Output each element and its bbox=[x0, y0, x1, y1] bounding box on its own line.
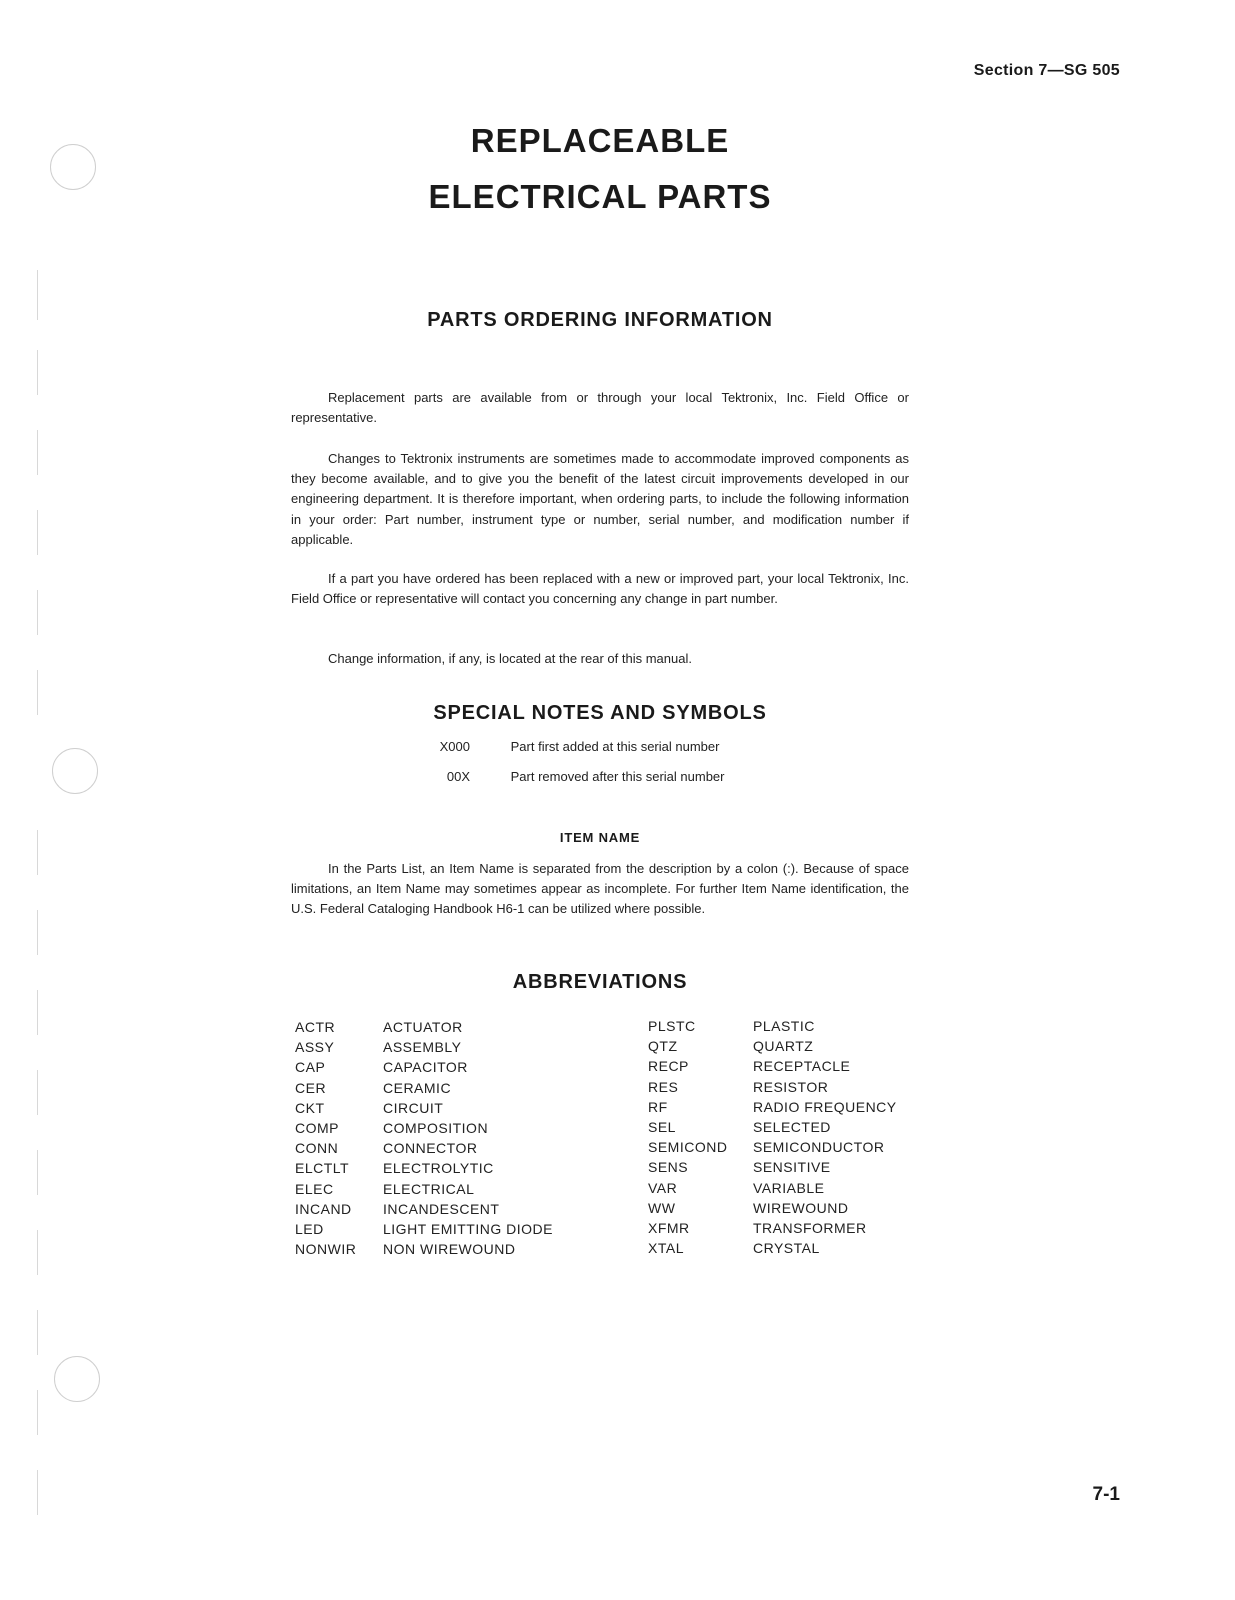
margin-mark bbox=[37, 1470, 38, 1515]
binder-hole-middle bbox=[52, 748, 98, 794]
abbreviation-meaning: QUARTZ bbox=[753, 1038, 814, 1055]
abbreviation-meaning: CRYSTAL bbox=[753, 1240, 820, 1257]
margin-mark bbox=[37, 1390, 38, 1435]
abbreviation-row bbox=[648, 1097, 897, 1117]
item-name-paragraph: In the Parts List, an Item Name is separated from the description by a colon (:). Because of space limitations, an Item Name may sometimes appear as incomplete. For further Item Name identification, the U.S. Federal Cataloging Handbook H6-1 can be utilized where possible. bbox=[291, 861, 909, 917]
abbreviation-row bbox=[295, 1239, 553, 1259]
binder-hole-bottom bbox=[54, 1356, 100, 1402]
abbreviation-row bbox=[648, 1218, 897, 1238]
abbreviation-row bbox=[295, 1017, 553, 1037]
abbreviation-row bbox=[648, 1056, 897, 1076]
abbreviation: SENS bbox=[648, 1159, 689, 1176]
abbreviation: CAP bbox=[295, 1059, 326, 1076]
symbol-row bbox=[410, 739, 719, 754]
abbreviation-row bbox=[295, 1179, 553, 1199]
abbreviation: VAR bbox=[648, 1179, 678, 1196]
abbreviations-left-column bbox=[295, 1017, 553, 1259]
abbreviation-row bbox=[648, 1077, 897, 1097]
abbreviation-row bbox=[648, 1016, 897, 1036]
margin-mark bbox=[37, 990, 38, 1035]
abbreviation-row bbox=[648, 1157, 897, 1177]
abbreviation: XTAL bbox=[648, 1240, 684, 1257]
abbreviation-meaning: RECEPTACLE bbox=[753, 1058, 851, 1075]
abbreviation-row bbox=[648, 1178, 897, 1198]
abbreviation-row bbox=[648, 1117, 897, 1137]
special-notes-heading: SPECIAL NOTES AND SYMBOLS bbox=[433, 702, 767, 724]
abbreviation-row bbox=[295, 1219, 553, 1239]
symbol-description: Part removed after this serial number bbox=[510, 769, 725, 784]
ordering-paragraph: Changes to Tektronix instruments are sometimes made to accommodate improved components as they become available, and to give you the benefit of the latest circuit improvements developed in our engineering department. It is therefore important, when ordering parts, to include the following information in your order: Part number, instrument type or number, serial number, and modification number if applicable. bbox=[291, 451, 909, 547]
abbreviation: ASSY bbox=[295, 1039, 335, 1056]
abbreviation-meaning: WIREWOUND bbox=[753, 1199, 849, 1216]
abbreviation-meaning: ELECTRICAL bbox=[383, 1180, 475, 1197]
abbreviation: RF bbox=[648, 1098, 668, 1115]
abbreviation-meaning: SELECTED bbox=[753, 1119, 831, 1136]
abbreviation-row bbox=[648, 1198, 897, 1218]
abbreviation-meaning: INCANDESCENT bbox=[383, 1200, 500, 1217]
abbreviation-row bbox=[648, 1238, 897, 1258]
symbol-row bbox=[410, 769, 725, 784]
margin-mark bbox=[37, 1150, 38, 1195]
ordering-paragraph: Replacement parts are available from or through your local Tektronix, Inc. Field Office or representative. bbox=[291, 390, 909, 426]
abbreviations-heading: ABBREVIATIONS bbox=[512, 971, 688, 993]
section-header: Section 7—SG 505 bbox=[973, 62, 1120, 79]
margin-mark bbox=[37, 590, 38, 635]
ordering-paragraph: Change information, if any, is located at the rear of this manual. bbox=[328, 651, 692, 666]
abbreviation-meaning: ASSEMBLY bbox=[383, 1039, 462, 1056]
abbreviation-meaning: SENSITIVE bbox=[753, 1159, 831, 1176]
abbreviation: SEL bbox=[648, 1119, 676, 1136]
abbreviation-row bbox=[295, 1057, 553, 1077]
abbreviation-meaning: TRANSFORMER bbox=[753, 1220, 867, 1237]
abbreviation: INCAND bbox=[295, 1200, 352, 1217]
margin-mark bbox=[37, 1310, 38, 1355]
abbreviation-row bbox=[648, 1137, 897, 1157]
abbreviation: CER bbox=[295, 1079, 327, 1096]
margin-mark bbox=[37, 350, 38, 395]
abbreviation-row bbox=[295, 1118, 553, 1138]
abbreviation-row bbox=[295, 1199, 553, 1219]
abbreviation-meaning: VARIABLE bbox=[753, 1179, 825, 1196]
abbreviation: PLSTC bbox=[648, 1018, 696, 1034]
abbreviation-meaning: CIRCUIT bbox=[383, 1099, 444, 1116]
symbol-description: Part first added at this serial number bbox=[510, 739, 720, 754]
page-number: 7-1 bbox=[1092, 1484, 1120, 1505]
page-title-line1: REPLACEABLE bbox=[470, 122, 730, 159]
symbol-code: 00X bbox=[446, 769, 470, 784]
abbreviation: XFMR bbox=[648, 1220, 690, 1237]
abbreviation-meaning: NON WIREWOUND bbox=[383, 1241, 516, 1258]
margin-mark bbox=[37, 910, 38, 955]
margin-mark bbox=[37, 1070, 38, 1115]
abbreviation: LED bbox=[295, 1221, 324, 1238]
abbreviation-row bbox=[648, 1036, 897, 1056]
abbreviation: CKT bbox=[295, 1099, 325, 1116]
page-title-line2: ELECTRICAL PARTS bbox=[428, 178, 772, 215]
abbreviation: RES bbox=[648, 1078, 679, 1095]
abbreviation-meaning: RESISTOR bbox=[753, 1078, 829, 1095]
abbreviation-meaning: LIGHT EMITTING DIODE bbox=[383, 1221, 553, 1238]
abbreviation: COMP bbox=[295, 1120, 339, 1137]
abbreviation-row bbox=[295, 1098, 553, 1118]
abbreviation-meaning: CONNECTOR bbox=[383, 1140, 478, 1157]
abbreviation-row bbox=[295, 1138, 553, 1158]
abbreviation-meaning: PLASTIC bbox=[753, 1018, 815, 1034]
abbreviations-right-column bbox=[648, 1016, 897, 1258]
abbreviation-row bbox=[295, 1078, 553, 1098]
margin-mark bbox=[37, 1230, 38, 1275]
abbreviation-meaning: SEMICONDUCTOR bbox=[753, 1139, 885, 1156]
abbreviation-meaning: RADIO FREQUENCY bbox=[753, 1098, 897, 1115]
symbol-code: X000 bbox=[439, 739, 470, 754]
abbreviation-row bbox=[295, 1158, 553, 1178]
abbreviation: CONN bbox=[295, 1140, 339, 1157]
abbreviation: ACTR bbox=[295, 1019, 336, 1035]
parts-ordering-heading: PARTS ORDERING INFORMATION bbox=[427, 309, 773, 331]
abbreviation-row bbox=[295, 1037, 553, 1057]
abbreviation-meaning: ELECTROLYTIC bbox=[383, 1160, 494, 1177]
margin-mark bbox=[37, 510, 38, 555]
abbreviation: ELEC bbox=[295, 1180, 334, 1197]
item-name-heading: ITEM NAME bbox=[559, 830, 641, 845]
abbreviation-meaning: COMPOSITION bbox=[383, 1120, 489, 1137]
abbreviation: ELCTLT bbox=[295, 1160, 350, 1177]
abbreviation: WW bbox=[648, 1199, 676, 1216]
margin-mark bbox=[37, 430, 38, 475]
abbreviation: NONWIR bbox=[295, 1241, 357, 1258]
abbreviation-meaning: ACTUATOR bbox=[383, 1019, 463, 1035]
abbreviation: QTZ bbox=[648, 1038, 678, 1055]
abbreviation: SEMICOND bbox=[648, 1139, 728, 1156]
abbreviation-meaning: CERAMIC bbox=[383, 1079, 452, 1096]
abbreviation: RECP bbox=[648, 1058, 689, 1075]
ordering-paragraph: If a part you have ordered has been replaced with a new or improved part, your local Tektronix, Inc. Field Office or representative will contact you concerning any change in part number. bbox=[291, 571, 909, 607]
abbreviation-meaning: CAPACITOR bbox=[383, 1059, 468, 1076]
